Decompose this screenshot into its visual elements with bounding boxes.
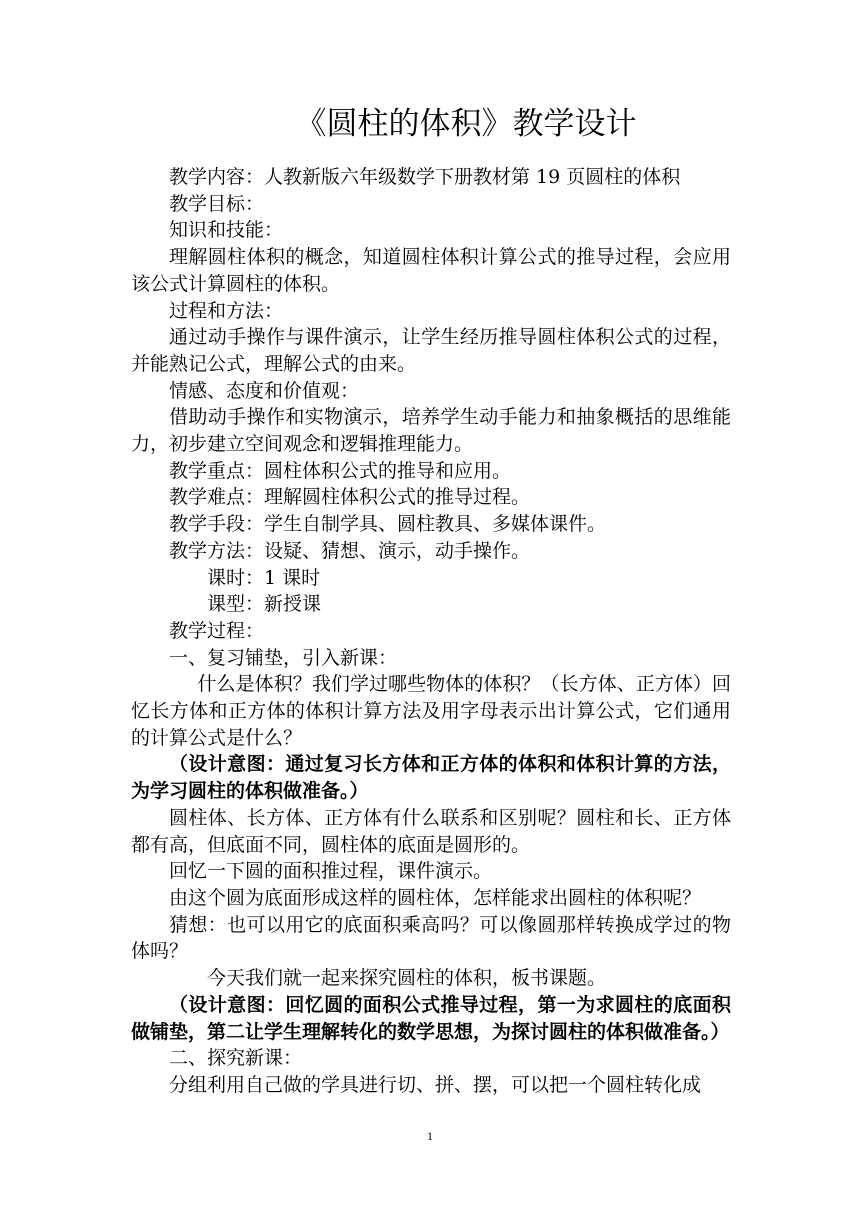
document-title: 《圆柱的体积》教学设计	[295, 106, 637, 142]
knowledge-text: 理解圆柱体积的概念，知道圆柱体积计算公式的推导过程，会应用该公式计算圆柱的体积。	[131, 246, 731, 295]
teaching-content: 教学内容：人教新版六年级数学下册教材第 19 页圆柱的体积	[169, 166, 681, 188]
emotion-heading: 情感、态度和价值观：	[169, 379, 360, 402]
teaching-tools: 教学手段：学生自制学具、圆柱教具、多媒体课件。	[169, 513, 607, 536]
section-2-paragraph-1: 分组利用自己做的学具进行切、拼、摆，可以把一个圆柱转化成	[169, 1073, 702, 1096]
class-type-value: 新授课	[264, 593, 322, 616]
class-type-label-b: 型：	[226, 593, 265, 616]
emotion-text: 借助动手操作和实物演示，培养学生动手能力和抽象概括的思维能力，初步建立空间观念和逻辑推理能力。	[131, 406, 731, 456]
teaching-process-heading: 教学过程：	[169, 619, 265, 642]
process-method-text: 通过动手操作与课件演示，让学生经历推导圆柱体积公式的过程，并能熟记公式，理解公式的由来。	[131, 326, 731, 375]
teaching-methods: 教学方法：设疑、猜想、演示，动手操作。	[169, 539, 531, 562]
class-hours-label-a: 课	[207, 566, 227, 589]
section-1-paragraph-6: 今天我们就一起来探究圆柱的体积，板书课题。	[207, 967, 607, 990]
class-hours	[131, 565, 731, 592]
section-1-paragraph-3: 回忆一下圆的面积推过程，课件演示。	[169, 860, 493, 883]
process-method-heading: 过程和方法：	[169, 299, 284, 322]
section-1-paragraph-4: 由这个圆为底面形成这样的圆柱体，怎样能求出圆柱的体积呢？	[169, 886, 702, 909]
section-1-design-intent-2: （设计意图：回忆圆的面积公式推导过程，第一为求圆柱的底面积做铺垫，第二让学生理解转化的数学思想，为探讨圆柱的体积做准备。）	[131, 993, 731, 1043]
knowledge-heading: 知识和技能：	[169, 219, 284, 242]
section-1-heading: 一、复习铺垫，引入新课：	[169, 646, 398, 669]
section-1-design-intent-1: （设计意图：通过复习长方体和正方体的体积和体积计算的方法，为学习圆柱的体积做准备。）	[131, 753, 731, 803]
section-1-paragraph-1: 什么是体积？我们学过哪些物体的体积？（长方体、正方体）回忆长方体和正方体的体积计算方法及用字母表示出计算公式，它们通用的计算公式是什么？	[131, 673, 731, 749]
section-1-paragraph-2: 圆柱体、长方体、正方体有什么联系和区别呢？圆柱和长、正方体都有高，但底面不同，圆柱体的底面是圆形的。	[131, 806, 731, 856]
section-1-paragraph-5: 猜想：也可以用它的底面积乘高吗？可以像圆那样转换成学过的物体吗？	[131, 913, 731, 963]
key-point: 教学重点：圆柱体积公式的推导和应用。	[169, 459, 512, 482]
document-body	[131, 164, 731, 1099]
page-number: 1	[427, 1129, 433, 1143]
class-type-label-a: 课	[207, 593, 227, 616]
class-hours-label-b: 时：	[226, 566, 265, 589]
class-hours-value: 1 课时	[264, 566, 321, 589]
difficulty: 教学难点：理解圆柱体积公式的推导过程。	[169, 486, 531, 509]
class-type	[131, 591, 731, 618]
teaching-goals-heading: 教学目标：	[169, 192, 265, 215]
section-2-heading: 二、探究新课：	[169, 1047, 303, 1070]
